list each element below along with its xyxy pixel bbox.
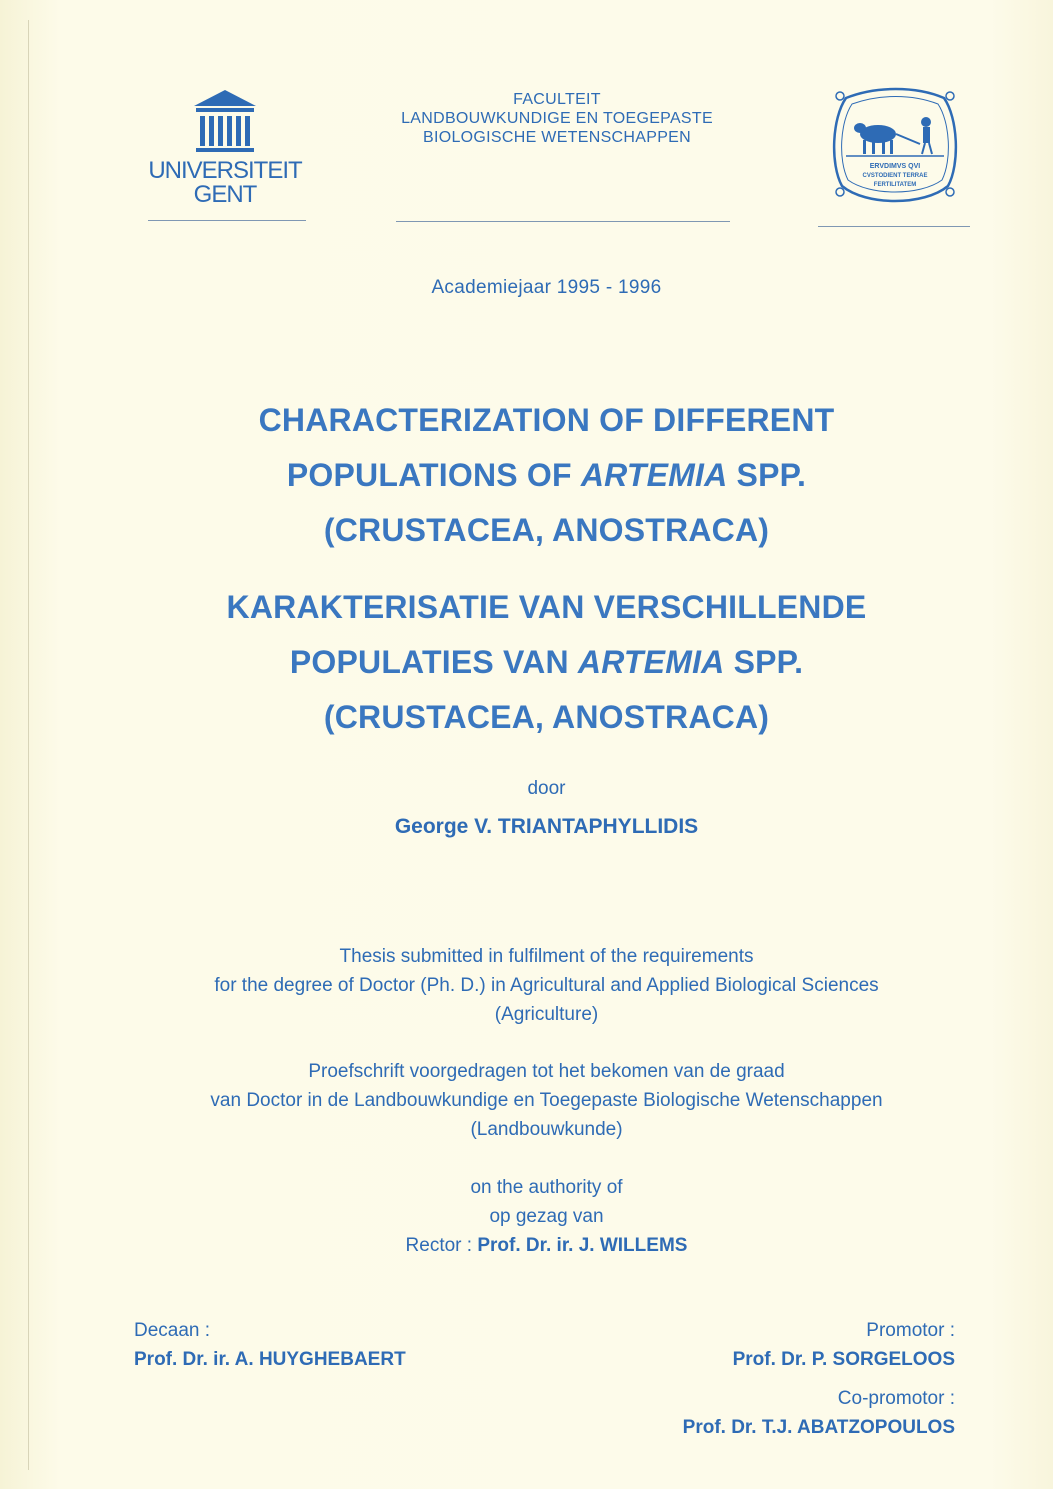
rector-line bbox=[0, 1231, 1053, 1260]
thesis-statement-dutch bbox=[0, 1057, 1053, 1144]
copromotor-name: Prof. Dr. T.J. ABATZOPOULOS bbox=[682, 1417, 955, 1438]
header-rule-left bbox=[148, 220, 306, 221]
title-en-genus: ARTEMIA bbox=[580, 457, 728, 493]
title-nl-line-3: (CRUSTACEA, ANOSTRACA) bbox=[323, 699, 770, 735]
seal-text-line-2: CVSTODIENT TERRAE bbox=[862, 173, 928, 179]
authority-line-1: on the authority of bbox=[470, 1177, 623, 1198]
thesis-nl-line-1: Proefschrift voorgedragen tot het bekomen van de graad bbox=[308, 1061, 785, 1082]
thesis-en-line-1: Thesis submitted in fulfilment of the requirements bbox=[339, 946, 754, 967]
rector-label: Rector : bbox=[405, 1235, 478, 1256]
thesis-nl-line-3: (Landbouwkunde) bbox=[470, 1119, 623, 1140]
title-english bbox=[0, 393, 1053, 558]
header-rule-right bbox=[818, 226, 970, 227]
title-nl-genus: ARTEMIA bbox=[577, 644, 725, 680]
temple-icon bbox=[190, 88, 260, 158]
title-dutch bbox=[0, 580, 1053, 745]
rector-name: Prof. Dr. ir. J. WILLEMS bbox=[477, 1235, 688, 1256]
title-en-line-2-suffix: SPP. bbox=[727, 457, 807, 493]
faculty-line-1: FACULTEIT bbox=[513, 91, 601, 108]
faculty-heading bbox=[350, 90, 764, 147]
title-nl-line-2 bbox=[0, 635, 1053, 690]
logo-text-gent: GENT bbox=[193, 181, 257, 208]
university-logo bbox=[140, 88, 310, 226]
title-nl-line-2-suffix: SPP. bbox=[724, 644, 804, 680]
title-en-line-3: (CRUSTACEA, ANOSTRACA) bbox=[323, 512, 770, 548]
thesis-en-line-3: (Agriculture) bbox=[494, 1004, 599, 1025]
promotor-label: Promotor : bbox=[866, 1320, 955, 1341]
dean-block bbox=[134, 1316, 406, 1374]
title-en-line-2 bbox=[0, 448, 1053, 503]
academic-year: Academiejaar 1995 - 1996 bbox=[431, 277, 662, 298]
dean-label: Decaan : bbox=[134, 1320, 211, 1341]
faculty-line-3: BIOLOGISCHE WETENSCHAPPEN bbox=[423, 129, 691, 146]
copromotor-block bbox=[683, 1384, 955, 1442]
thesis-statement-english bbox=[0, 942, 1053, 1029]
title-nl-line-2-prefix: POPULATIES VAN bbox=[289, 644, 578, 680]
promotor-block bbox=[733, 1316, 955, 1374]
title-en-line-2-prefix: POPULATIONS OF bbox=[286, 457, 581, 493]
author-name: George V. TRIANTAPHYLLIDIS bbox=[394, 815, 699, 838]
title-nl-line-1: KARAKTERISATIE VAN VERSCHILLENDE bbox=[226, 589, 867, 625]
title-en-line-1: CHARACTERIZATION OF DIFFERENT bbox=[258, 402, 835, 438]
header-rule-center bbox=[396, 221, 730, 222]
faculty-seal-emblem bbox=[826, 84, 964, 208]
promotor-name: Prof. Dr. P. SORGELOOS bbox=[732, 1349, 955, 1370]
faculty-line-2: LANDBOUWKUNDIGE EN TOEGEPASTE bbox=[401, 110, 713, 127]
by-label: door bbox=[527, 778, 566, 799]
dean-name: Prof. Dr. ir. A. HUYGHEBAERT bbox=[134, 1349, 406, 1370]
copromotor-label: Co-promotor : bbox=[837, 1388, 955, 1409]
authority-line-2: op gezag van bbox=[489, 1206, 604, 1227]
logo-text-universiteit: UNIVERSITEIT bbox=[148, 157, 302, 184]
thesis-en-line-2: for the degree of Doctor (Ph. D.) in Agricultural and Applied Biological Sciences bbox=[214, 975, 879, 996]
seal-text-line-1: ERVDIMVS QVI bbox=[869, 163, 921, 170]
authority-block bbox=[0, 1173, 1053, 1260]
seal-text-line-3: FERTILITATEM bbox=[873, 182, 917, 188]
thesis-nl-line-2: van Doctor in de Landbouwkundige en Toegepaste Biologische Wetenschappen bbox=[210, 1090, 883, 1111]
